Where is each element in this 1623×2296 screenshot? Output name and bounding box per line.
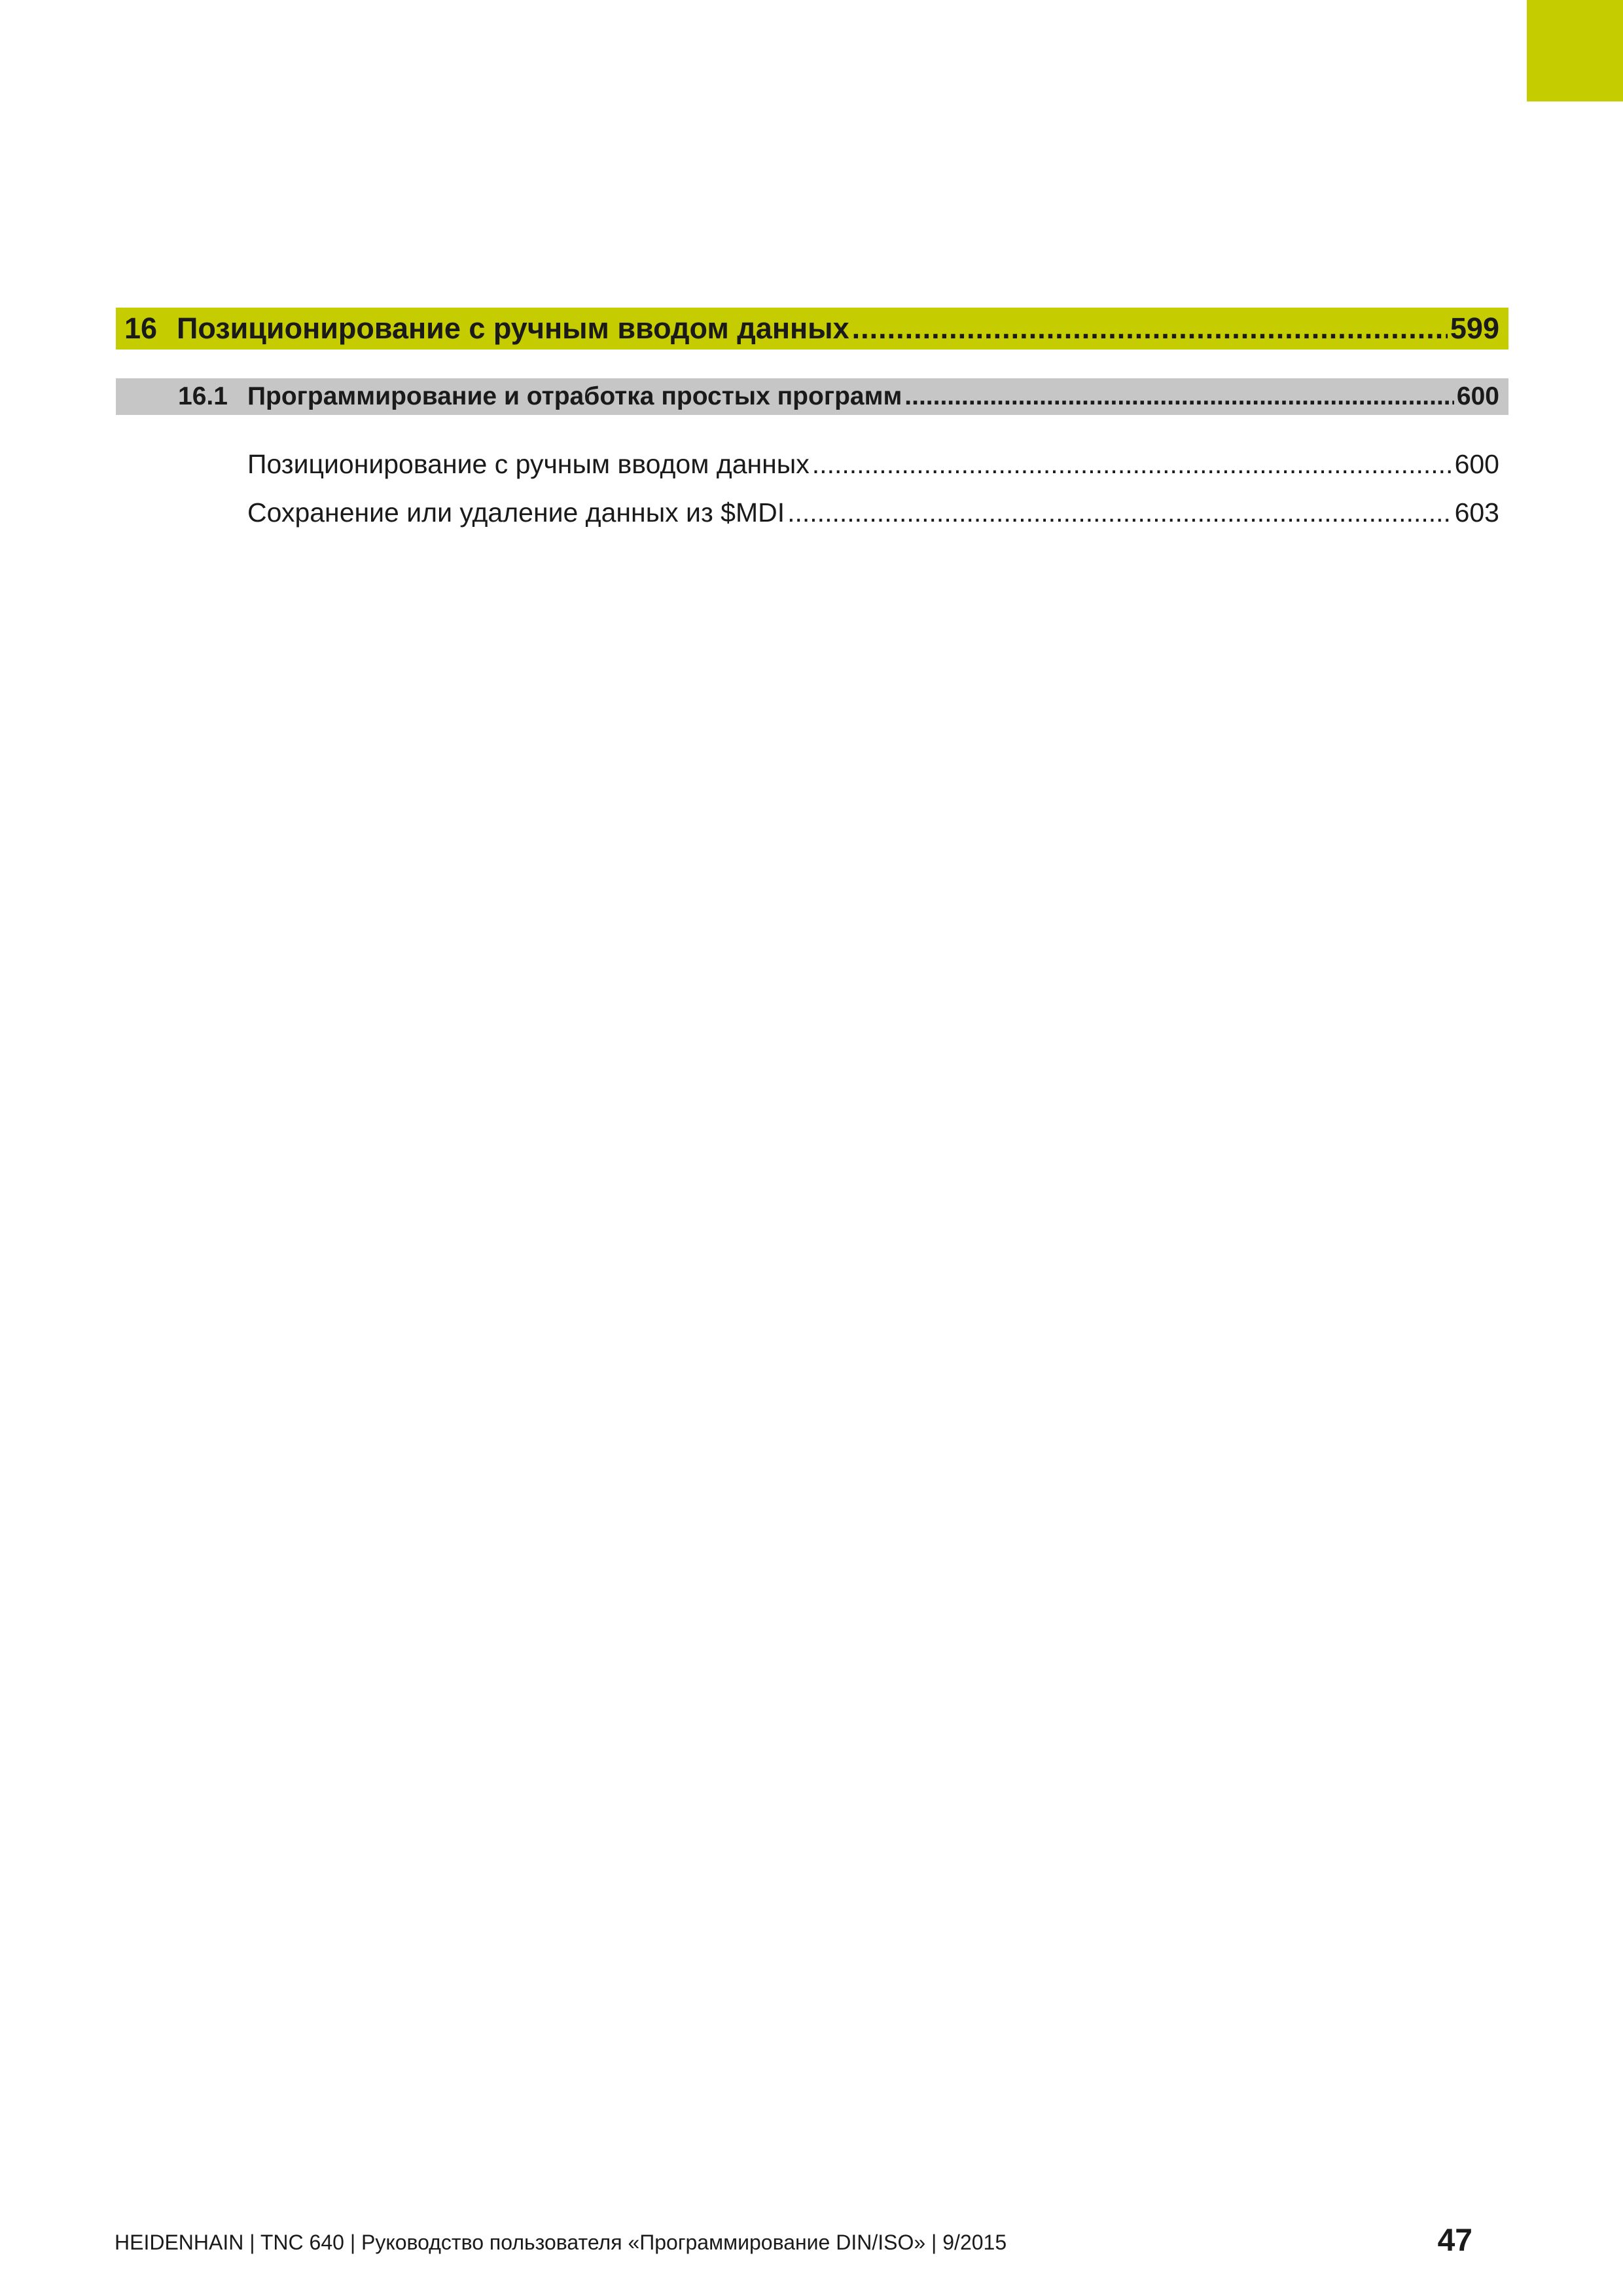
entry-page-number: 603	[1454, 497, 1499, 528]
section-page-number: 600	[1456, 382, 1499, 410]
chapter-color-tab	[1527, 0, 1623, 101]
chapter-title: Позиционирование с ручным вводом данных	[177, 312, 849, 345]
entry-title: Сохранение или удаление данных из $MDI	[247, 497, 785, 528]
section-number: 16.1	[178, 382, 228, 410]
toc-entry-row[interactable]	[247, 494, 1499, 531]
chapter-page-number: 599	[1450, 312, 1499, 345]
toc-section-row[interactable]	[116, 378, 1508, 415]
dot-leader	[852, 312, 1448, 346]
chapter-number: 16	[124, 312, 158, 345]
section-title: Программирование и отработка простых программ	[247, 382, 902, 410]
page-number: 47	[1437, 2223, 1472, 2258]
toc-entry-row[interactable]	[247, 446, 1499, 482]
dot-leader	[787, 497, 1452, 528]
dot-leader	[812, 449, 1452, 480]
toc-chapter-row[interactable]	[116, 308, 1508, 350]
entry-title: Позиционирование с ручным вводом данных	[247, 448, 810, 479]
dot-leader	[904, 382, 1454, 411]
entry-page-number: 600	[1454, 448, 1499, 479]
page-footer: HEIDENHAIN | TNC 640 | Руководство пользователя «Программирование DIN/ISO» | 9/2015	[115, 2231, 1007, 2254]
